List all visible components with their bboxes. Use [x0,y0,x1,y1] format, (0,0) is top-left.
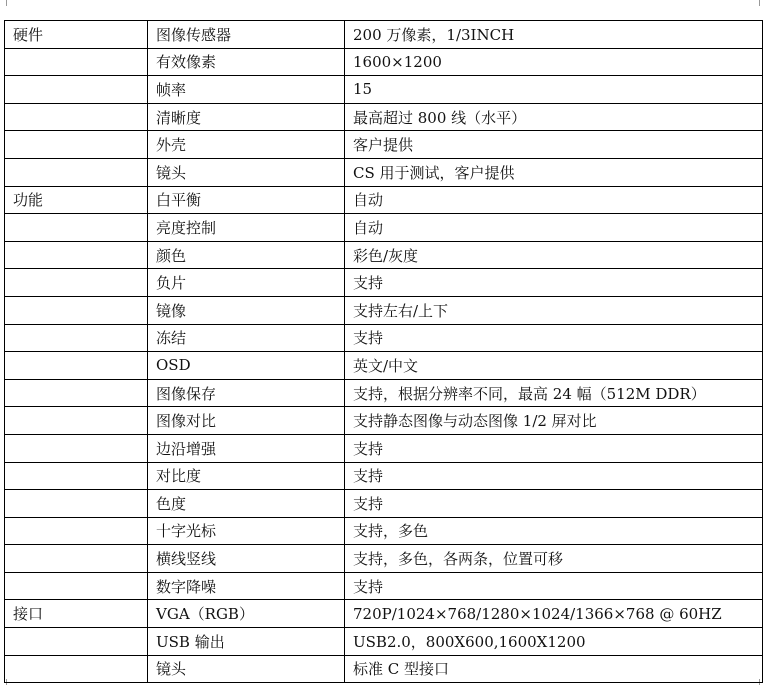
category-cell [5,462,148,490]
table-row [5,434,763,462]
value-cell: 支持，多色，各两条，位置可移 [345,545,763,573]
table-row [5,324,763,352]
spec-table [4,20,763,683]
value-cell: 支持 [345,490,763,518]
page-corner-mark [0,0,7,6]
table-row [5,628,763,656]
parameter-cell: 图像传感器 [148,21,345,49]
parameter-cell: 镜像 [148,296,345,324]
table-row [5,572,763,600]
value-cell: 彩色/灰度 [345,241,763,269]
parameter-cell: OSD [148,352,345,380]
value-cell: 200 万像素，1/3INCH [345,21,763,49]
parameter-cell: 镜头 [148,655,345,683]
category-cell [5,241,148,269]
category-cell [5,490,148,518]
category-cell [5,269,148,297]
parameter-cell: 亮度控制 [148,214,345,242]
parameter-cell: 对比度 [148,462,345,490]
value-cell: USB2.0，800X600,1600X1200 [345,628,763,656]
value-cell: 自动 [345,186,763,214]
category-cell [5,103,148,131]
category-cell [5,296,148,324]
value-cell: 支持 [345,269,763,297]
value-cell: 支持 [345,462,763,490]
category-cell [5,517,148,545]
category-cell [5,158,148,186]
parameter-cell: 边沿增强 [148,434,345,462]
value-cell: 15 [345,76,763,104]
table-row [5,131,763,159]
category-cell [5,572,148,600]
parameter-cell: VGA（RGB） [148,600,345,628]
value-cell: 1600×1200 [345,48,763,76]
parameter-cell: 数字降噪 [148,572,345,600]
category-cell [5,379,148,407]
parameter-cell: 镜头 [148,158,345,186]
parameter-cell: 外壳 [148,131,345,159]
table-row [5,379,763,407]
category-cell [5,352,148,380]
table-row [5,269,763,297]
parameter-cell: 负片 [148,269,345,297]
table-row [5,407,763,435]
table-row [5,490,763,518]
parameter-cell: 横线竖线 [148,545,345,573]
table-row [5,103,763,131]
category-cell: 硬件 [5,21,148,49]
parameter-cell: 帧率 [148,76,345,104]
value-cell: 支持 [345,572,763,600]
table-row [5,158,763,186]
table-row [5,545,763,573]
category-cell [5,628,148,656]
table-row [5,76,763,104]
parameter-cell: 色度 [148,490,345,518]
category-cell [5,214,148,242]
parameter-cell: 白平衡 [148,186,345,214]
category-cell [5,48,148,76]
category-cell [5,131,148,159]
table-row [5,48,763,76]
value-cell: 支持 [345,434,763,462]
table-row [5,296,763,324]
parameter-cell: 图像保存 [148,379,345,407]
value-cell: 720P/1024×768/1280×1024/1366×768 @ 60HZ [345,600,763,628]
category-cell [5,434,148,462]
table-row [5,21,763,49]
table-row [5,517,763,545]
parameter-cell: 冻结 [148,324,345,352]
value-cell: 最高超过 800 线（水平） [345,103,763,131]
table-row [5,186,763,214]
category-cell [5,76,148,104]
page-corner-mark [759,0,766,6]
table-row [5,600,763,628]
spec-table-body [5,21,763,683]
parameter-cell: 图像对比 [148,407,345,435]
table-row [5,462,763,490]
parameter-cell: 十字光标 [148,517,345,545]
parameter-cell: 颜色 [148,241,345,269]
parameter-cell: USB 输出 [148,628,345,656]
table-row [5,241,763,269]
value-cell: 标准 C 型接口 [345,655,763,683]
category-cell [5,324,148,352]
table-row [5,214,763,242]
value-cell: 支持左右/上下 [345,296,763,324]
category-cell [5,655,148,683]
value-cell: 支持 [345,324,763,352]
table-row [5,655,763,683]
category-cell: 接口 [5,600,148,628]
value-cell: 英文/中文 [345,352,763,380]
value-cell: 支持，多色 [345,517,763,545]
value-cell: 自动 [345,214,763,242]
category-cell [5,407,148,435]
value-cell: 支持静态图像与动态图像 1/2 屏对比 [345,407,763,435]
parameter-cell: 清晰度 [148,103,345,131]
value-cell: 支持，根据分辨率不同，最高 24 幅（512M DDR） [345,379,763,407]
value-cell: 客户提供 [345,131,763,159]
category-cell [5,545,148,573]
value-cell: CS 用于测试，客户提供 [345,158,763,186]
parameter-cell: 有效像素 [148,48,345,76]
table-row [5,352,763,380]
category-cell: 功能 [5,186,148,214]
